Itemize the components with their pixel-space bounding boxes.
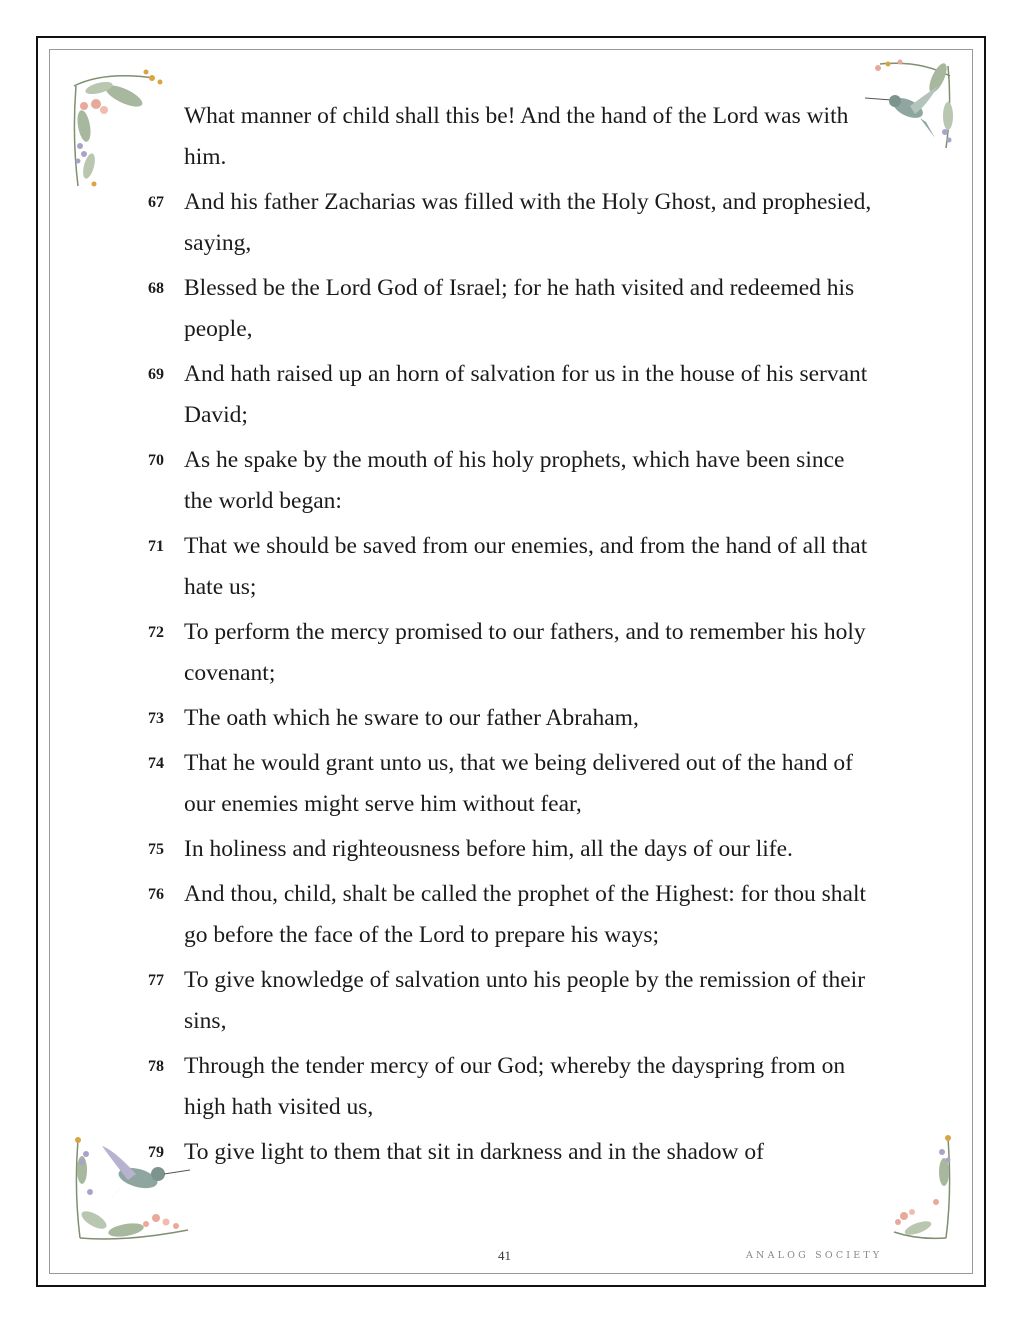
verse-text: Through the tender mercy of our God; whereby the dayspring from on high hath visited us,	[184, 1053, 846, 1120]
verse-text: To give knowledge of salvation unto his people by the remission of their sins,	[184, 967, 866, 1034]
verse-68	[148, 268, 878, 350]
verse-continuation	[148, 96, 878, 178]
verse-number: 76	[148, 886, 164, 903]
verse-78	[148, 1046, 878, 1128]
verse-number: 79	[148, 1144, 164, 1161]
verse-75	[148, 829, 878, 870]
verse-text: That we should be saved from our enemies, and from the hand of all that hate us;	[184, 533, 868, 600]
verse-text: Blessed be the Lord God of Israel; for he hath visited and redeemed his people,	[184, 275, 855, 342]
verse-79	[148, 1132, 878, 1173]
verse-text: The oath which he sware to our father Abraham,	[184, 705, 639, 731]
verse-number: 73	[148, 710, 164, 727]
verse-text: And thou, child, shalt be called the prophet of the Highest: for thou shalt go before the face of the Lord to prepare his ways;	[184, 881, 867, 948]
verse-number: 78	[148, 1058, 164, 1075]
verse-number: 75	[148, 841, 164, 858]
verse-77	[148, 960, 878, 1042]
verse-70	[148, 440, 878, 522]
verse-text: As he spake by the mouth of his holy prophets, which have been since the world began:	[184, 447, 845, 514]
verse-number: 74	[148, 755, 164, 772]
verse-67	[148, 182, 878, 264]
verse-text: And hath raised up an horn of salvation for us in the house of his servant David;	[184, 361, 868, 428]
scripture-text	[148, 96, 878, 1177]
verse-69	[148, 354, 878, 436]
verse-text: To perform the mercy promised to our fathers, and to remember his holy covenant;	[184, 619, 866, 686]
verse-text: And his father Zacharias was filled with the Holy Ghost, and prophesied, saying,	[184, 189, 872, 256]
floral-corner-bottom-right-icon	[888, 1132, 960, 1244]
brand-footer: ANALOG SOCIETY	[746, 1250, 883, 1261]
verse-text: What manner of child shall this be! And the hand of the Lord was with him.	[184, 103, 849, 170]
verse-73	[148, 698, 878, 739]
verse-72	[148, 612, 878, 694]
verse-number: 67	[148, 194, 164, 211]
verse-number: 68	[148, 280, 164, 297]
verse-71	[148, 526, 878, 608]
verse-number: 77	[148, 972, 164, 989]
verse-text: That he would grant unto us, that we being delivered out of the hand of our enemies might serve him without fear,	[184, 750, 853, 817]
verse-76	[148, 874, 878, 956]
verse-number: 72	[148, 624, 164, 641]
verse-number: 71	[148, 538, 164, 555]
verse-number: 70	[148, 452, 164, 469]
verse-number: 69	[148, 366, 164, 383]
verse-text: In holiness and righteousness before him, all the days of our life.	[184, 836, 793, 862]
verse-74	[148, 743, 878, 825]
verse-text: To give light to them that sit in darkness and in the shadow of	[184, 1139, 764, 1165]
page-number: 41	[498, 1248, 511, 1263]
